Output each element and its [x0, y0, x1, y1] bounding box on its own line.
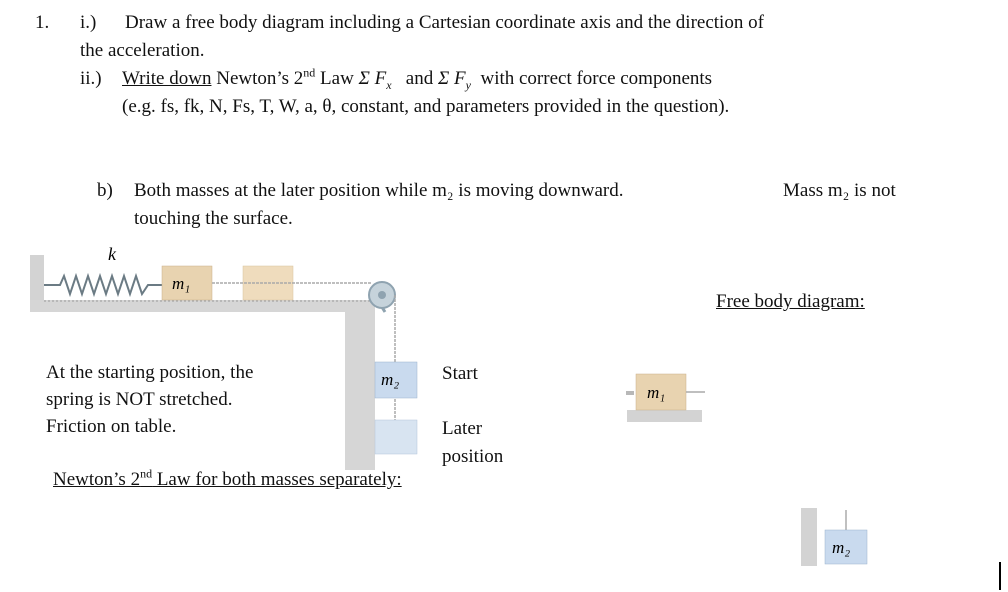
newton-sup: nd	[303, 65, 316, 80]
part-ii-label: ii.)	[80, 68, 102, 89]
note-line1: At the starting position, the	[46, 362, 254, 383]
newton-separately-label: Newton’s 2nd Law for both masses separately:	[53, 466, 402, 490]
pulley-hub	[378, 291, 386, 299]
part-i-text-line2: the acceleration.	[80, 40, 205, 61]
part-b-label: b)	[97, 180, 113, 201]
fbd-m2-surface	[801, 508, 817, 566]
later-label-line1: Later	[442, 418, 483, 439]
sum-fx: Σ $F_x$	[358, 68, 392, 92]
newton-law: Law	[315, 68, 359, 89]
sum-fy: Σ $F_y$	[437, 68, 471, 92]
wall	[30, 255, 44, 305]
start-label: Start	[442, 363, 478, 384]
part-b-line1: Both masses at the later position while m₂ is moving downward.	[134, 180, 624, 201]
block-m2-later	[375, 420, 417, 454]
note-line3: Friction on table.	[46, 416, 177, 437]
spring-label: k	[108, 244, 116, 264]
fbd-m2-label: m₂	[832, 538, 851, 557]
fbd-m1-spring-stub	[626, 391, 634, 395]
part-b-mass-note: Mass m₂ is not	[783, 180, 896, 201]
note-line2: spring is NOT stretched.	[46, 389, 233, 410]
with-components: with correct force components	[480, 68, 713, 89]
table	[30, 300, 375, 470]
and-text: and	[405, 68, 434, 89]
fbd-m1-surface	[627, 410, 702, 422]
later-label-line2: position	[442, 446, 504, 467]
spring	[44, 276, 164, 294]
question-number: 1.	[35, 12, 50, 33]
free-body-diagram-label: Free body diagram:	[716, 291, 865, 312]
newton-prefix: Newton’s 2	[211, 68, 304, 89]
part-b-line2: touching the surface.	[134, 208, 293, 229]
fbd-m1-label: m₁	[647, 383, 666, 402]
write-down-text: Write down	[122, 68, 212, 89]
part-i-label: i.)	[80, 12, 97, 33]
block-m1-label: m₁	[172, 274, 191, 293]
part-ii-line2: (e.g. fs, fk, N, Fs, T, W, a, θ, constant, and parameters provided in the question).	[122, 96, 730, 117]
block-m2-label: m₂	[381, 370, 400, 389]
part-i-text-line1: Draw a free body diagram including a Cartesian coordinate axis and the direction of	[125, 12, 764, 33]
